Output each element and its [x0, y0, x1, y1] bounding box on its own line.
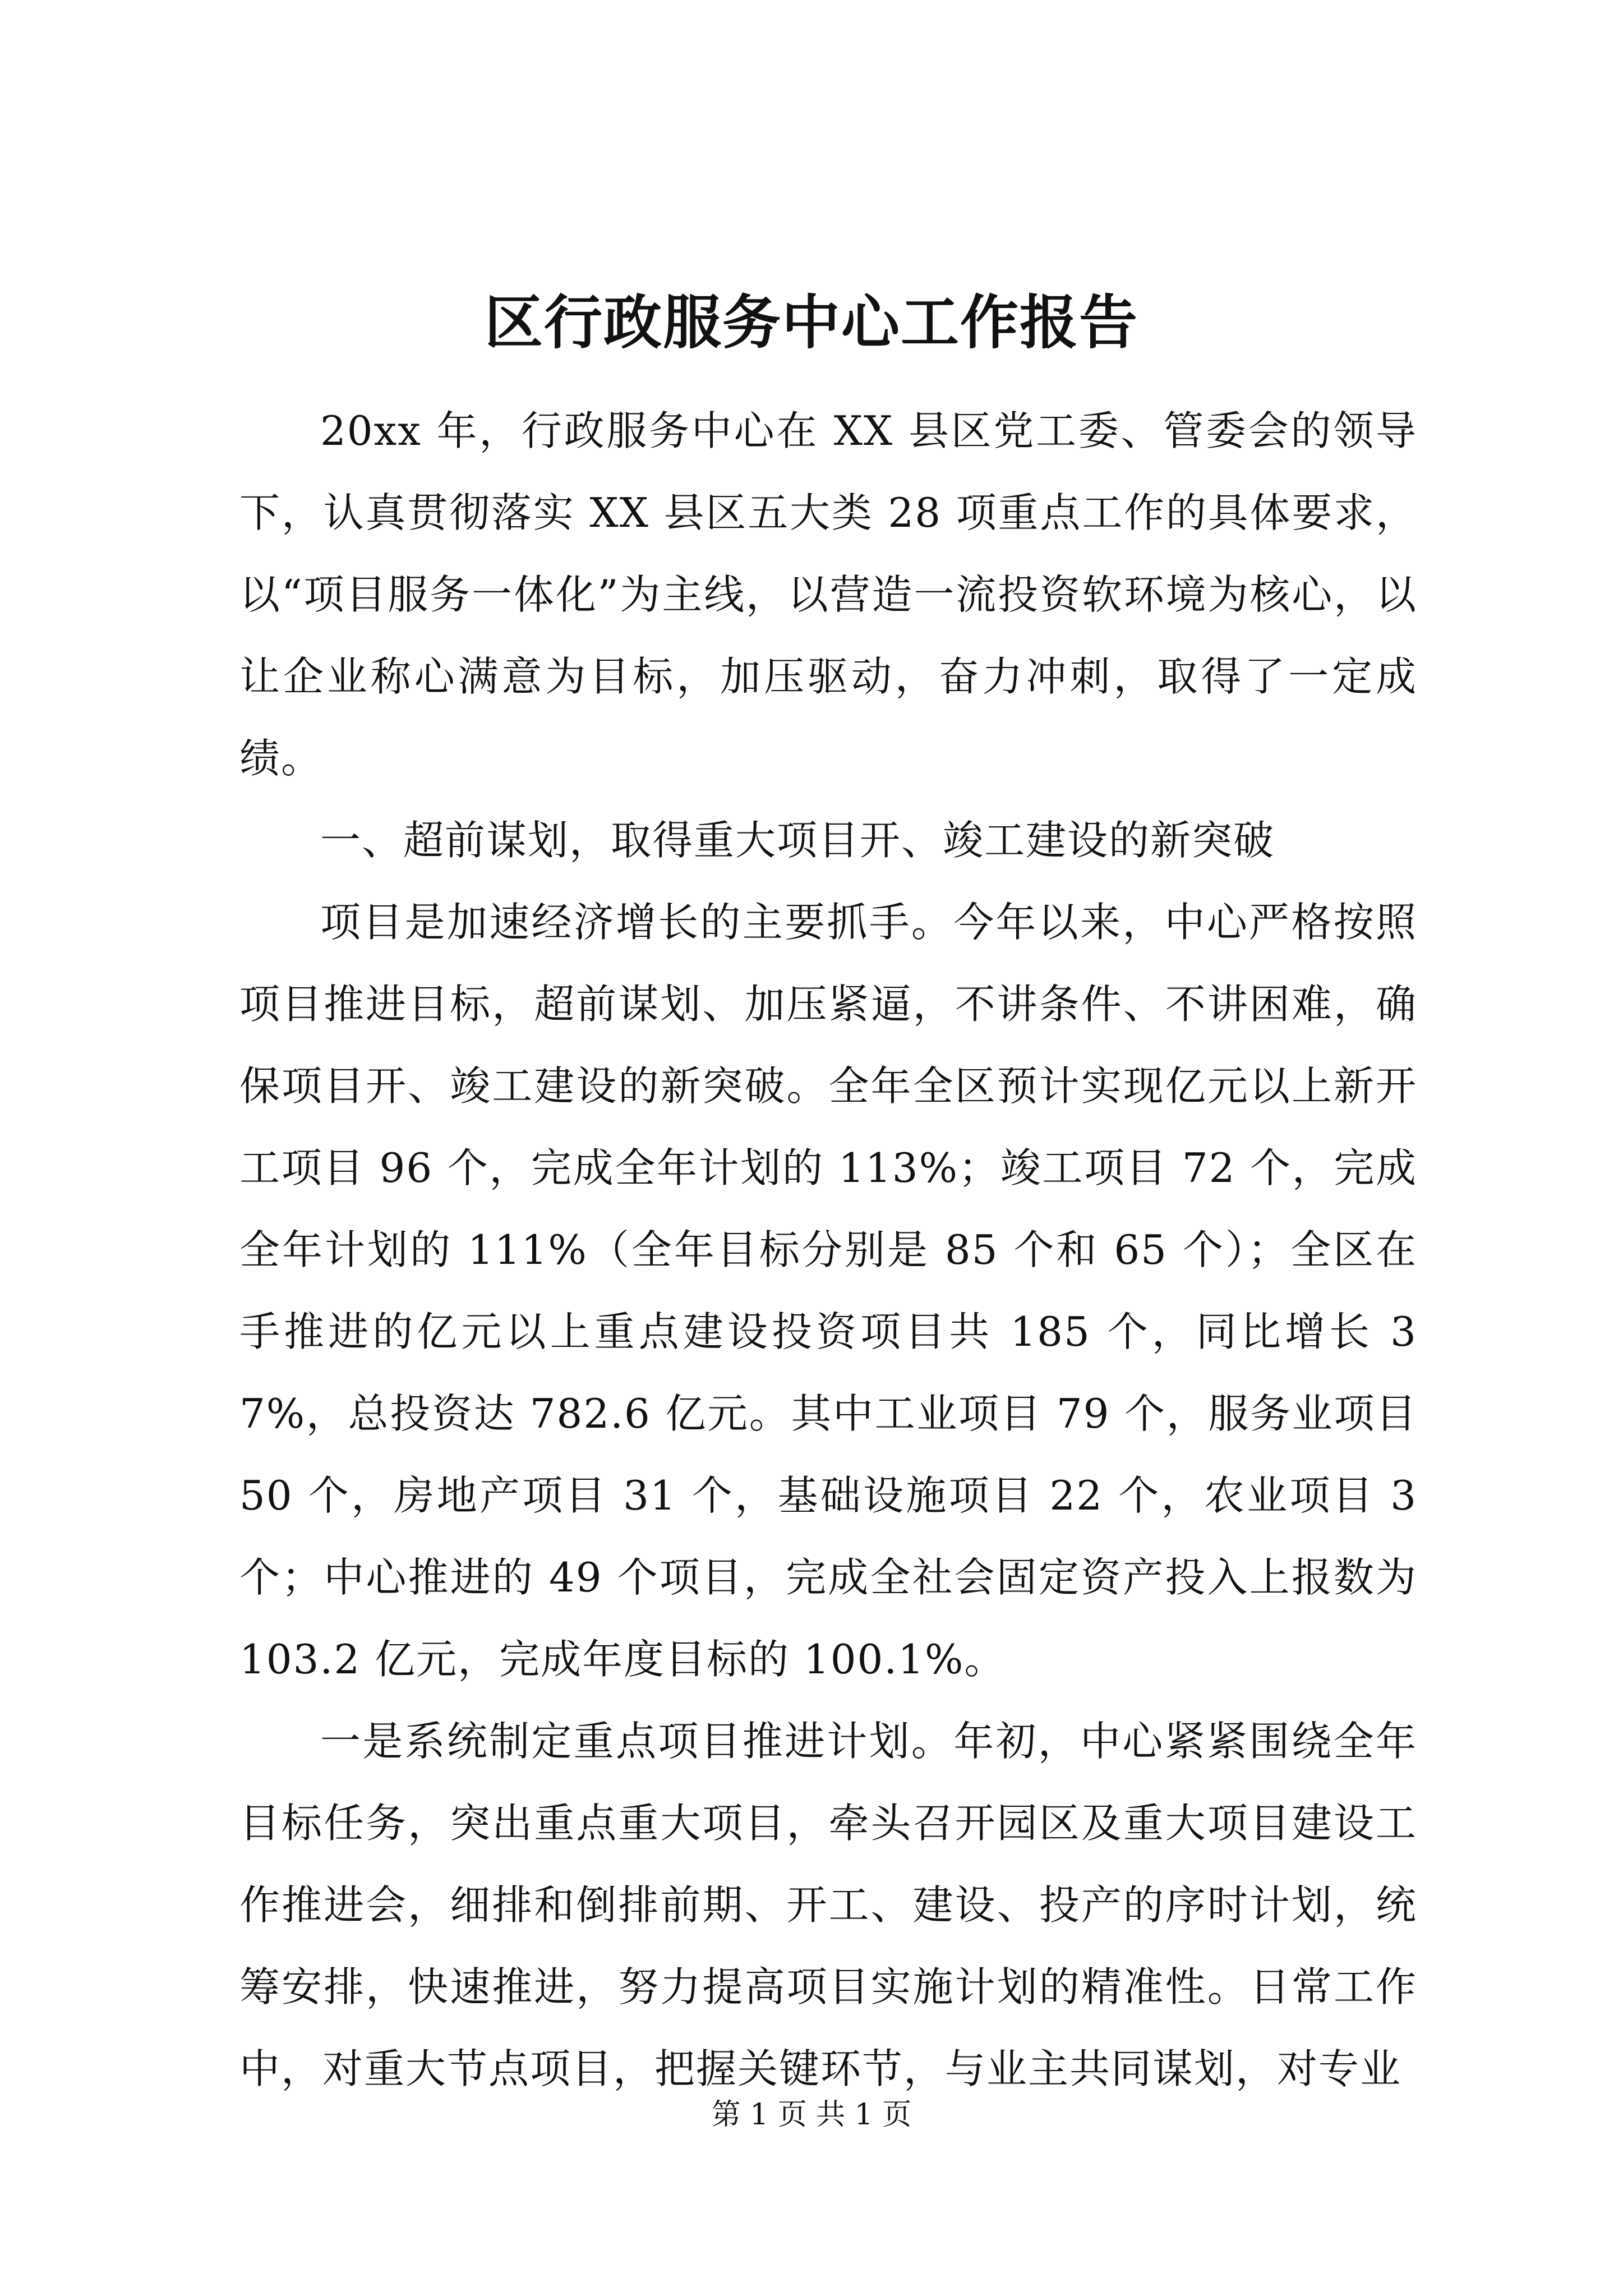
paragraph-plan: 一是系统制定重点项目推进计划。年初，中心紧紧围绕全年目标任务，突出重点重大项目，牵头召开园区及重大项目建设工作推进会，细排和倒排前期、开工、建设、投产的序时计划，统筹安排，快速推进，努力提高项目实施计划的精准性。日常工作中，对重大节点项目，把握关键环节，与业主共同谋划，对专业 — [239, 1718, 1417, 2092]
paragraph-intro: 20xx 年，行政服务中心在 XX 县区党工委、管委会的领导下，认真贯彻落实 XX 县区五大类 28 项重点工作的具体要求，以“项目服务一体化”为主线，以营造一流投资软环境为核心，以让企业称心满意为目标，加压驱动，奋力冲刺，取得了一定成绩。 — [239, 407, 1417, 782]
section-heading-1: 一、超前谋划，取得重大项目开、竣工建设的新突破 — [320, 817, 1275, 864]
paragraph-projects: 项目是加速经济增长的主要抓手。今年以来，中心严格按照项目推进目标，超前谋划、加压紧逼，不讲条件、不讲困难，确保项目开、竣工建设的新突破。全年全区预计实现亿元以上新开工项目 96 个，完成全年计划的 113%；竣工项目 72 个，完成全年计划的 111%（全年目标分别是 85 个和 65 个）；全区在手推进的亿元以上重点建设投资项目共 185 个，同比增长 37%，总投资达 782.6 亿元。其中工业项目 79 个，服务业项目 50 个，房地产项目 31 个，基础设施项目 22 个，农业项目 3 个；中心推进的 49 个项目，完成全社会固定资产投入上报数为 103.2 亿元，完成年度目标的 100.1%。 — [239, 899, 1417, 1683]
document-body — [239, 390, 1417, 2110]
document-title: 区行政服务中心工作报告 — [484, 288, 1138, 357]
page-footer: 第 1 页 共 1 页 — [711, 2098, 912, 2132]
